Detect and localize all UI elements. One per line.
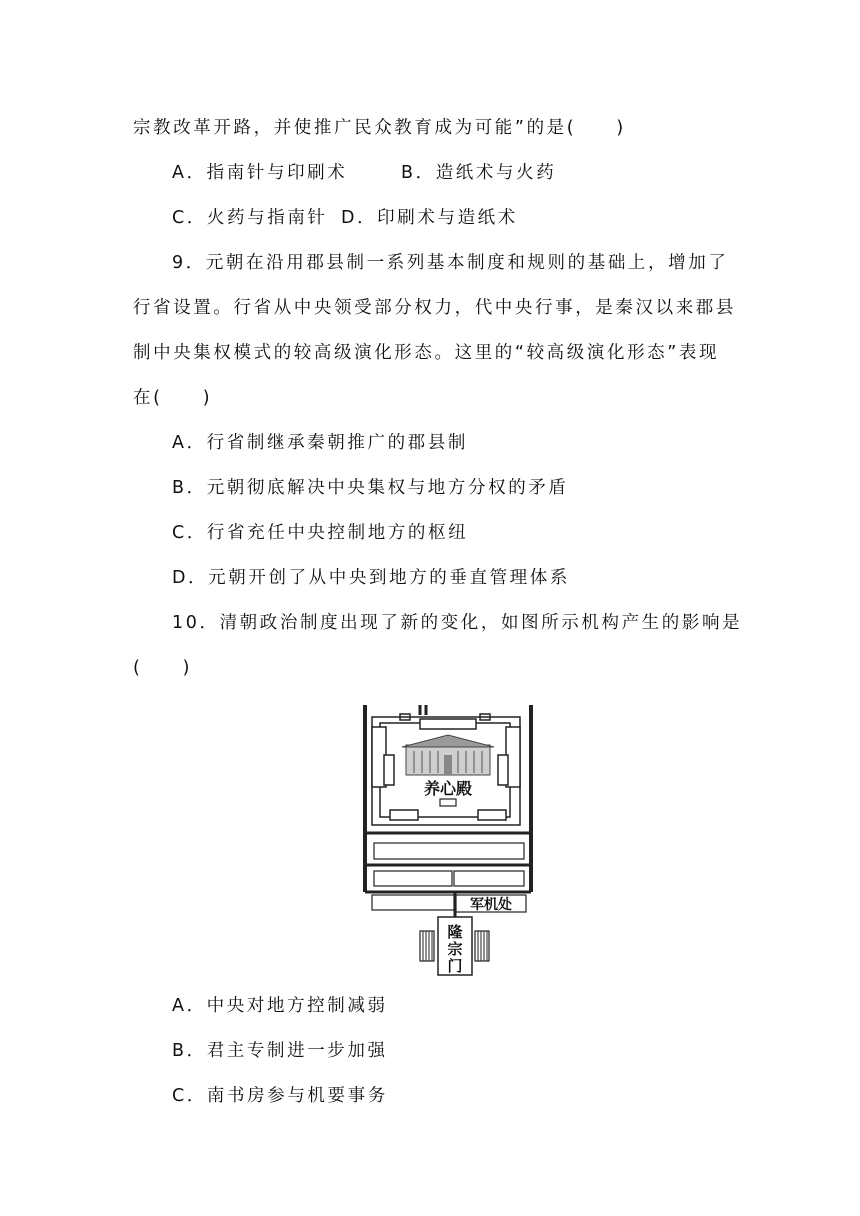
q8-stem-tail: 宗教改革开路，并使推广民众教育成为可能”的是( ) [133,118,626,138]
palace-layout-figure [360,705,535,980]
hall-building-icon [402,735,494,775]
q10-option-b[interactable]: B．君主专制进一步加强 [172,1041,388,1061]
q9-stem-line-3: 制中央集权模式的较高级演化形态。这里的“较高级演化形态”表现 [133,343,720,363]
q8-option-b[interactable]: B．造纸术与火药 [401,163,557,183]
hall-gate [440,799,456,806]
south-building-right [454,871,524,886]
hall-label: 养心殿 [423,779,473,798]
q8-option-d[interactable]: D．印刷术与造纸术 [341,208,518,228]
south-building-left [374,871,452,886]
grand-council-label: 军机处 [470,897,512,913]
q10-option-c[interactable]: C．南书房参与机要事务 [172,1086,388,1106]
q9-stem-line-2: 行省设置。行省从中央领受部分权力，代中央行事，是秦汉以来郡县 [133,298,736,318]
q8-option-a[interactable]: A．指南针与印刷术 [172,163,348,183]
gate-label-char-3: 门 [447,957,463,975]
middle-building-row [374,843,524,859]
q9-option-a[interactable]: A．行省制继承秦朝推广的郡县制 [172,433,468,453]
q10-option-a[interactable]: A．中央对地方控制减弱 [172,996,388,1016]
q10-stem-line-1: 10．清朝政治制度出现了新的变化，如图所示机构产生的影响是 [172,613,743,633]
gate-label-char-1: 隆 [447,923,463,941]
q9-stem-line-1: 9．元朝在沿用郡县制一系列基本制度和规则的基础上，增加了 [172,253,729,273]
q9-option-d[interactable]: D．元朝开创了从中央到地方的垂直管理体系 [172,568,570,588]
q9-option-b[interactable]: B．元朝彻底解决中央集权与地方分权的矛盾 [172,478,569,498]
q9-option-c[interactable]: C．行省充任中央控制地方的枢纽 [172,523,469,543]
q10-stem-line-2: ( ) [133,658,193,678]
q8-option-c[interactable]: C．火药与指南针 [172,208,328,228]
gate-label-char-2: 宗 [447,940,463,958]
q9-stem-line-4: 在( ) [133,388,213,408]
